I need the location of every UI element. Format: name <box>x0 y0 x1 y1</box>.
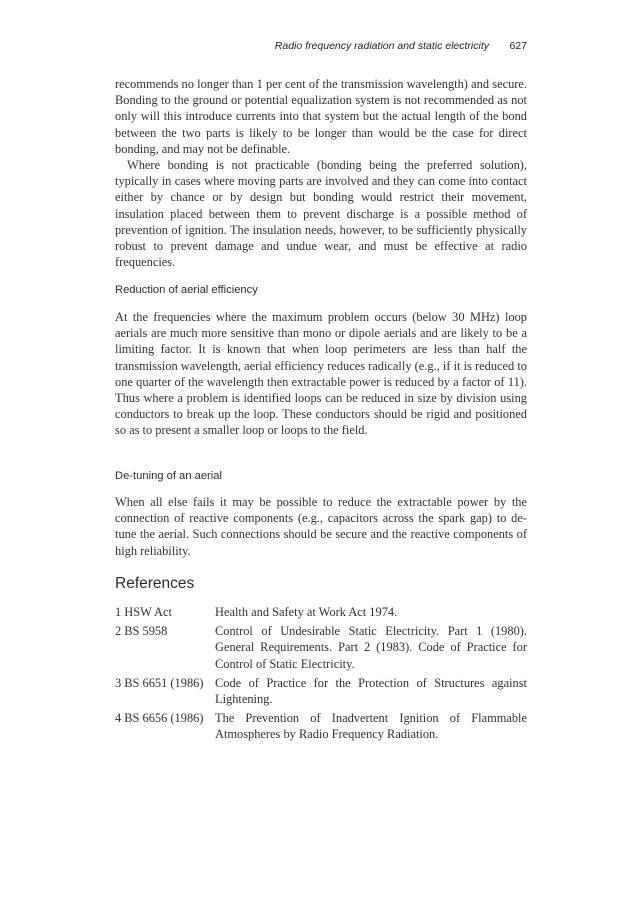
reference-label: 3 BS 6651 (1986) <box>115 675 204 690</box>
section-aerial-efficiency <box>115 309 527 439</box>
heading-de-tuning-of-an-aerial: De-tuning of an aerial <box>115 470 222 482</box>
paragraph-aerial-efficiency: At the frequencies where the maximum problem occurs (below 30 MHz) loop aerials are much more sensitive than mono or dipole aerials and are likely to be a limiting factor. It is known that when loop perimeters are less than half the transmission wavelength, aerial efficiency reduces radically (e.g., if it is reduced to one quarter of the wavelength then extractable power is reduced by a factor of 11). Thus where a problem is identified loops can be reduced in size by division using conductors to break up the loop. These conductors should be rigid and positioned so as to present a smaller loop or loops to the field. <box>115 310 527 438</box>
paragraph-de-tuning: When all else fails it may be possible to reduce the extractable power by the connection of reactive components (e.g., capacitors across the spark gap) to de-tune the aerial. Such connections should be secure and the reactive components of high reliability. <box>115 495 527 558</box>
running-title: Radio frequency radiation and static electricity <box>274 40 489 52</box>
heading-reduction-of-aerial-efficiency: Reduction of aerial efficiency <box>115 284 258 296</box>
reference-item <box>115 675 527 707</box>
reference-text: Health and Safety at Work Act 1974. <box>215 605 398 619</box>
reference-label: 4 BS 6656 (1986) <box>115 711 204 726</box>
reference-text: The Prevention of Inadvertent Ignition of Flammable Atmospheres by Radio Frequency Radiation. <box>215 711 527 742</box>
reference-text: Control of Undesirable Static Electricity. Part 1 (1980). General Requirements. Part 2 (1983). Code of Practice for Control of Static Electricity. <box>215 624 527 671</box>
page-header <box>115 40 527 56</box>
reference-text: Code of Practice for the Protection of Structures against Lightening. <box>215 675 527 707</box>
references-list <box>115 604 527 746</box>
reference-label: 2 BS 5958 <box>115 624 168 639</box>
reference-label: 1 HSW Act <box>115 605 172 619</box>
opening-text <box>115 76 527 270</box>
reference-item <box>115 623 527 672</box>
section-de-tuning <box>115 494 527 559</box>
references-heading: References <box>115 575 195 592</box>
reference-item <box>115 604 527 620</box>
paragraph-insulation: Where bonding is not practicable (bonding being the preferred solution), typically in cases where moving parts are involved and they can come into contact either by chance or by design but bonding would restrict their movement, insulation placed between them to prevent discharge is a possible method of prevention of ignition. The insulation needs, however, to be sufficiently physically robust to prevent damage and undue wear, and must be effective at radio frequencies. <box>115 158 527 270</box>
page-number: 627 <box>509 40 527 52</box>
paragraph-bonding: recommends no longer than 1 per cent of the transmission wavelength) and secure. Bonding to the ground or potential equalization system is not recommended as not only will this introduce currents into that system but the actual length of the bond between the two parts is likely to be longer than would be the case for direct bonding, and may not be definable. <box>115 77 527 156</box>
reference-item <box>115 710 527 742</box>
